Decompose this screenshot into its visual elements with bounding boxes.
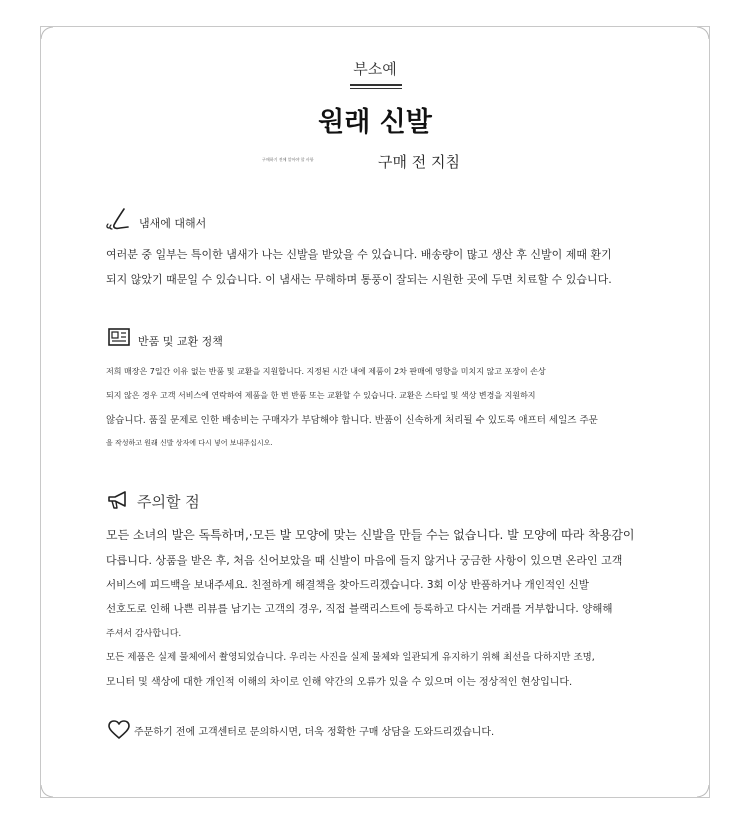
header-note: 구매하기 전에 알아야 할 사항 [262,157,314,162]
megaphone-icon [107,490,131,514]
caution-text-line: 다릅니다. 상품을 받은 후, 처음 신어보았을 때 신발이 마음에 들지 않거나 궁금한 사항이 있으면 온라인 고객 [106,554,623,567]
corner-ornament [41,27,53,39]
caution-text-line: 모니터 및 색상에 대한 개인적 이해의 차이로 인해 약간의 오류가 있을 수 있으며 이는 정상적인 현상입니다. [106,677,573,688]
smell-heading: 냄새에 대해서 [139,217,207,230]
caution-heading: 주의할 점 [137,493,200,511]
corner-ornament [697,785,709,797]
header-underline [350,88,402,89]
page-subtitle: 구매 전 지침 [378,153,460,171]
corner-ornament [41,785,53,797]
returns-text-line: 않습니다. 품질 문제로 인한 배송비는 구매자가 부담해야 합니다. 반품이 신속하게 처리될 수 있도록 애프터 세일즈 주문 [106,415,598,426]
caution-text-line: 모든 소녀의 발은 독특하며,·모든 발 모양에 맞는 신발을 만들 수는 없습니다. 발 모양에 따라 착용감이 [106,528,635,542]
smell-text-line: 되지 않았기 때문일 수 있습니다. 이 냄새는 무해하며 통풍이 잘되는 시원한 곳에 두면 치료할 수 있습니다. [106,273,612,286]
heart-icon [108,720,130,744]
returns-text-line: 되지 않은 경우 고객 서비스에 연락하여 제품을 한 번 반품 또는 교환할 수 있습니다. 교환은 스타일 및 색상 변경을 지원하지 [106,391,536,400]
returns-heading: 반품 및 교환 정책 [138,335,223,348]
header-underline [350,84,402,86]
header-label: 부소예 [353,60,397,78]
document-icon [108,328,130,350]
caution-text-line: 서비스에 피드백을 보내주세요. 친절하게 해결책을 찾아드리겠습니다. 3회 이상 반품하거나 개인적인 신발 [106,579,589,591]
caution-text-line: 주셔서 감사합니다. [106,629,182,639]
corner-ornament [697,27,709,39]
returns-text-line: 저희 매장은 7일간 이유 없는 반품 및 교환을 지원합니다. 지정된 시간 내에 제품이 2차 판매에 영향을 미치지 않고 포장이 손상 [106,367,546,376]
returns-text-line: 을 작성하고 원래 신발 상자에 다시 넣어 보내주십시오. [106,439,273,447]
page-title: 원래 신발 [318,107,432,138]
nose-icon [104,207,130,235]
caution-text-line: 모든 제품은 실제 물체에서 촬영되었습니다. 우리는 사진을 실제 물체와 일관되게 유지하기 위해 최선을 다하지만 조명, [106,652,595,663]
caution-text-line: 선호도로 인해 나쁜 리뷰를 남기는 고객의 경우, 직접 블랙리스트에 등록하고 다시는 거래를 거부합니다. 양해해 [106,603,613,615]
footer-text: 주문하기 전에 고객센터로 문의하시면, 더욱 정확한 구매 상담을 도와드리겠습니다. [134,727,495,738]
smell-text-line: 여러분 중 일부는 특이한 냄새가 나는 신발을 받았을 수 있습니다. 배송량이 많고 생산 후 신발이 제때 환기 [106,248,612,261]
